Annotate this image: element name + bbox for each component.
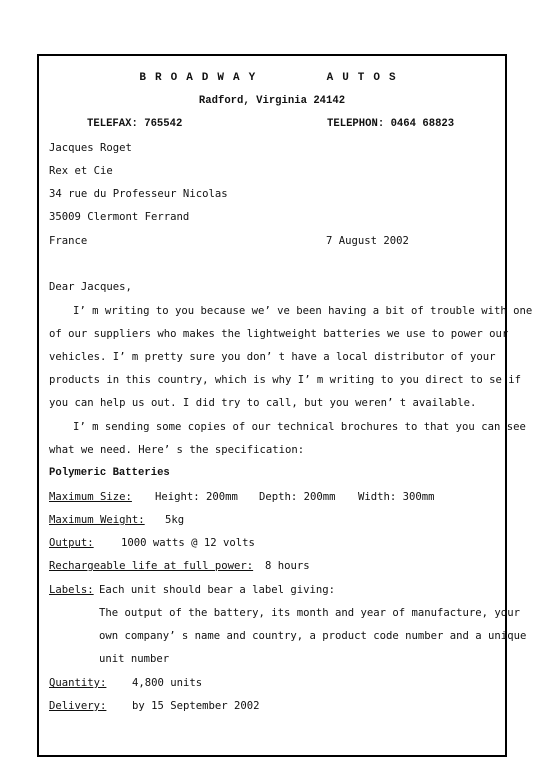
letter-page — [37, 54, 533, 757]
recharge-value: 8 hours — [265, 560, 310, 572]
quantity-label: Quantity: — [49, 677, 107, 689]
spec-heading: Polymeric Batteries — [49, 467, 170, 479]
body-line: vehicles. I’ m pretty sure you don’ t have a local distributor of your — [49, 351, 496, 363]
delivery-label: Delivery: — [49, 700, 107, 712]
telefax-value: 765542 — [144, 118, 183, 130]
max-size-label: Maximum Size: — [49, 491, 132, 503]
telefax — [87, 117, 182, 131]
output-label: Output: — [49, 537, 94, 549]
labels-intro: Each unit should bear a label giving: — [99, 584, 335, 596]
recipient-city: 35009 Clermont Ferrand — [49, 211, 190, 223]
recipient-company: Rex et Cie — [49, 165, 113, 177]
company-name: BROADWAY AUTOS — [139, 72, 405, 84]
letter-date: 7 August 2002 — [326, 235, 409, 247]
labels-detail-line: unit number — [99, 653, 170, 665]
body-line: you can help us out. I did try to call, but you weren’ t available. — [49, 397, 477, 409]
delivery-value: by 15 September 2002 — [132, 700, 260, 712]
body-line: what we need. Here’ s the specification: — [49, 444, 305, 456]
max-weight-label: Maximum Weight: — [49, 514, 145, 526]
depth-value: Depth: 200mm — [259, 491, 336, 503]
max-weight-value: 5kg — [165, 514, 185, 526]
labels-label: Labels: — [49, 584, 94, 596]
labels-detail-line: The output of the battery, its month and year of manufacture, your — [99, 607, 520, 619]
width-value: Width: 300mm — [358, 491, 435, 503]
recipient-name: Jacques Roget — [49, 142, 132, 154]
output-value: 1000 watts @ 12 volts — [121, 537, 255, 549]
telephone-value: 0464 68823 — [390, 118, 455, 130]
labels-detail-line: own company’ s name and country, a product code number and a unique — [99, 630, 527, 642]
recipient-street: 34 rue du Professeur Nicolas — [49, 188, 228, 200]
company-address: Radford, Virginia 24142 — [198, 95, 346, 107]
telefax-label: TELEFAX: — [87, 118, 138, 130]
telephone — [327, 117, 454, 131]
telephone-label: TELEPHON: — [327, 118, 385, 130]
height-value: Height: 200mm — [155, 491, 238, 503]
body-line: I’ m sending some copies of our technical brochures to that you can see — [73, 421, 526, 433]
recipient-country: France — [49, 235, 88, 247]
body-line: I’ m writing to you because we’ ve been having a bit of trouble with one — [73, 305, 533, 317]
body-line: products in this country, which is why I’ m writing to you direct to se if — [49, 374, 521, 386]
recharge-label: Rechargeable life at full power: — [49, 560, 254, 572]
quantity-value: 4,800 units — [132, 677, 203, 689]
salutation: Dear Jacques, — [49, 281, 132, 293]
body-line: of our suppliers who makes the lightweight batteries we use to power our — [49, 328, 509, 340]
